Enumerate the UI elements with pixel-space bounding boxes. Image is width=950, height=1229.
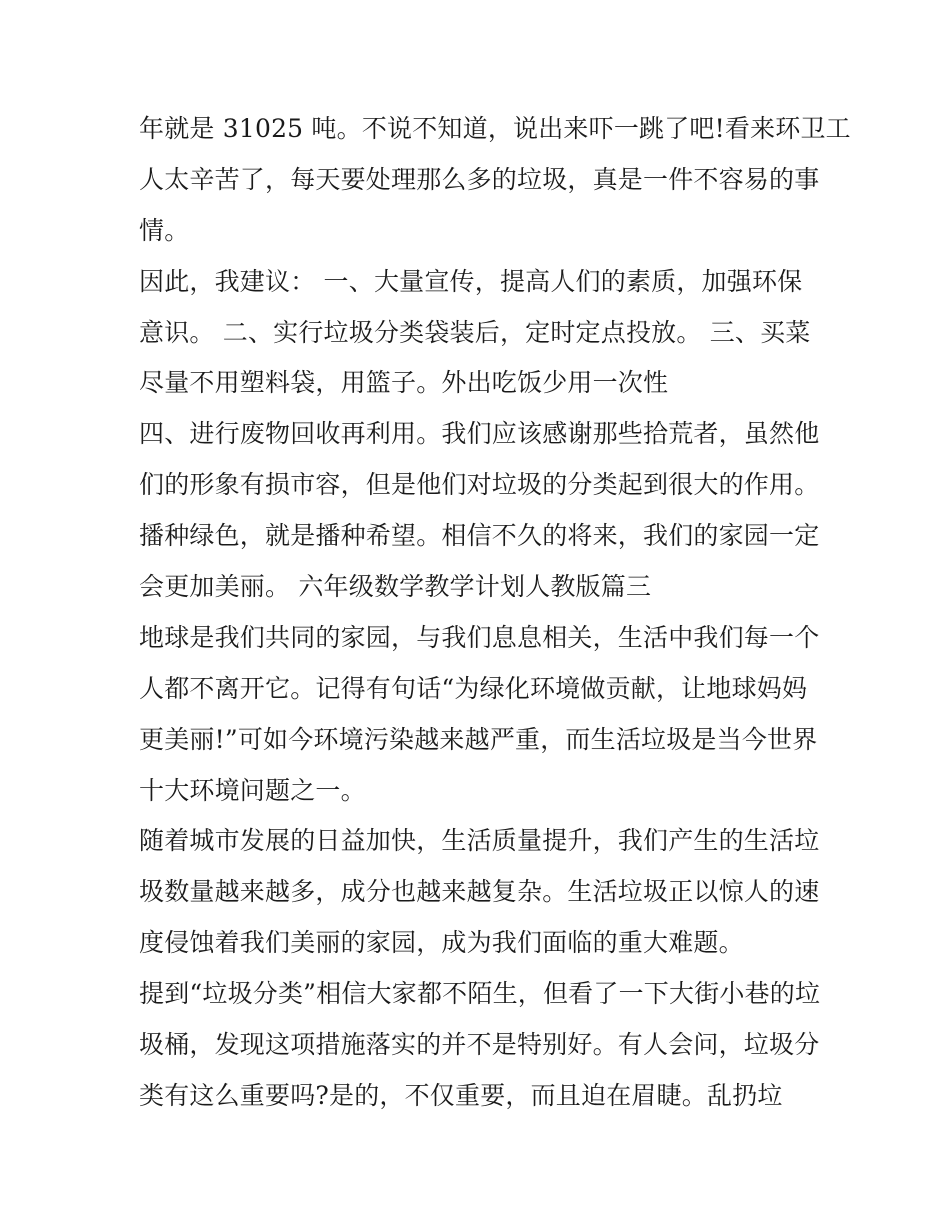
text-line: 度侵蚀着我们美丽的家园，成为我们面临的重大难题。 — [139, 928, 744, 958]
text-line: 地球是我们共同的家园，与我们息息相关，生活中我们每一个 — [139, 622, 820, 652]
text-line: 随着城市发展的日益加快，生活质量提升，我们产生的生活垃 — [139, 826, 820, 856]
text-line: 尽量不用塑料袋，用篮子。外出吃饭少用一次性 — [139, 368, 669, 398]
text-line: 播种绿色，就是播种希望。相信不久的将来，我们的家园一定 — [139, 521, 820, 551]
text-line: 圾桶，发现这项措施落实的并不是特别好。有人会问，垃圾分 — [139, 1030, 820, 1060]
text-line: 圾数量越来越多，成分也越来越复杂。生活垃圾正以惊人的速 — [139, 877, 820, 907]
text-line: 意识。 二、实行垃圾分类袋装后，定时定点投放。 三、买菜 — [139, 317, 811, 347]
text-line: 会更加美丽。 六年级数学教学计划人教版篇三 — [139, 572, 652, 602]
text-line: 提到“垃圾分类”相信大家都不陌生，但看了一下大街小巷的垃 — [139, 979, 821, 1009]
text-line: 四、进行废物回收再利用。我们应该感谢那些拾荒者，虽然他 — [139, 419, 820, 449]
text-line: 十大环境问题之一。 — [139, 775, 366, 805]
text-line: 因此，我建议： 一、大量宣传，提高人们的素质，加强环保 — [139, 266, 803, 296]
document-body — [139, 104, 851, 1122]
text-line: 情。 — [139, 215, 190, 245]
text-line: 类有这么重要吗?是的，不仅重要，而且迫在眉睫。乱扔垃 — [139, 1080, 783, 1110]
text-line: 更美丽!”可如今环境污染越来越严重，而生活垃圾是当今世界 — [139, 724, 818, 754]
text-line: 年就是 31025 吨。不说不知道，说出来吓一跳了吧!看来环卫工 — [139, 114, 851, 143]
text-line: 们的形象有损市容，但是他们对垃圾的分类起到很大的作用。 — [139, 470, 820, 500]
text-line: 人都不离开它。记得有句话“为绿化环境做贡献，让地球妈妈 — [139, 673, 808, 703]
text-line: 人太辛苦了，每天要处理那么多的垃圾，真是一件不容易的事 — [139, 164, 820, 194]
